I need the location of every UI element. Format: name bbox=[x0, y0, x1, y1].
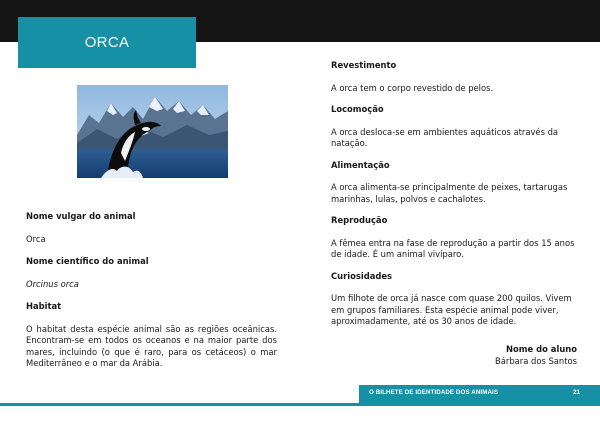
orca-photo bbox=[77, 85, 228, 178]
footer-band bbox=[0, 403, 600, 406]
locomotion-text: A orca desloca-se em ambientes aquáticos através da natação. bbox=[331, 126, 559, 148]
habitat-text: O habitat desta espécie animal são as regiões oceânicas. Encontram-se em todos os oceanos e na maior parte dos mares, incluindo (o que é raro, para os cetáceos) o mar Mediterrâneo e o mar da Arábia. bbox=[26, 323, 277, 368]
page-title: ORCA bbox=[84, 34, 130, 51]
page-number: 21 bbox=[573, 389, 580, 396]
common-name-heading: Nome vulgar do animal bbox=[26, 211, 136, 221]
reproduction-text: A fêmea entra na fase de reprodução a partir dos 15 anos de idade. É um animal vivíparo. bbox=[331, 237, 575, 259]
footer-tab bbox=[359, 385, 600, 403]
scientific-name-heading: Nome científico do animal bbox=[26, 256, 149, 266]
covering-heading: Revestimento bbox=[331, 60, 397, 70]
author-label: Nome do aluno bbox=[506, 344, 577, 354]
food-text: A orca alimenta-se principalmente de peixes, tartarugas marinhas, lulas, polvos e cachalotes. bbox=[331, 182, 568, 204]
curiosities-heading: Curiosidades bbox=[331, 270, 393, 281]
title-banner bbox=[18, 17, 196, 68]
author-name: Bárbara dos Santos bbox=[495, 355, 577, 366]
locomotion-heading: Locomoção bbox=[331, 104, 384, 114]
footer-text: O BILHETE DE IDENTIDADE DOS ANIMAIS bbox=[369, 389, 499, 396]
curiosities-text: Um filhote de orca já nasce com quase 200 quilos. Vivem em grupos familiares. Esta espécie animal pode viver, aproximadamente, até os 30 anos de idade. bbox=[331, 293, 572, 326]
common-name-value: Orca bbox=[26, 233, 46, 244]
habitat-heading: Habitat bbox=[26, 301, 62, 311]
food-heading: Alimentação bbox=[331, 159, 390, 170]
reproduction-heading: Reprodução bbox=[331, 215, 388, 225]
left-column bbox=[26, 211, 277, 370]
right-column bbox=[331, 60, 579, 328]
covering-text: A orca tem o corpo revestido de pelos. bbox=[331, 82, 494, 93]
scientific-name-value: Orcinus orca bbox=[26, 278, 79, 289]
author-block bbox=[495, 344, 577, 367]
